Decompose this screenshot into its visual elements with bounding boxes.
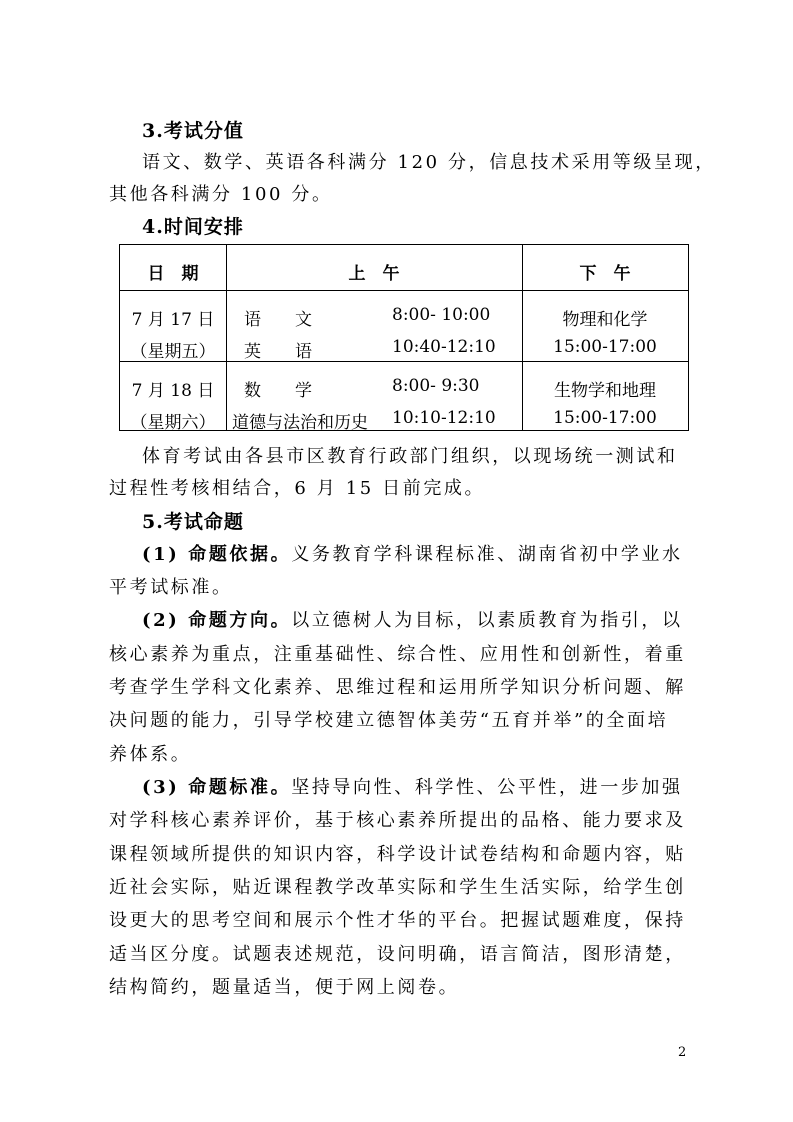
paragraph-3-label: (3) 命题标准。 [142,777,292,798]
paragraph-3-line: 对学科核心素养评价，基于核心素养所提出的品格、能力要求及 [109,810,686,831]
paragraph-3-line: 近社会实际，贴近课程教学改革实际和学生生活实际，给学生创 [109,877,686,898]
table-cell-time: 8:00- 9:30 [392,376,480,396]
table-cell-subject: 道德与法治和历史 [232,413,368,433]
table-cell-afternoon-subject: 物理和化学 [562,310,648,330]
paragraph-3-text: 坚持导向性、科学性、公平性，进一步加强 [291,777,683,798]
table-cell-subject: 语 文 [244,310,312,330]
page-number: 2 [678,1045,687,1060]
paragraph-2-line: 核心素养为重点，注重基础性、综合性、应用性和创新性，着重 [109,644,686,665]
section4-note-line2: 过程性考核相结合，6 月 15 日前完成。 [109,478,486,499]
paragraph-1-line: 平考试标准。 [109,577,233,598]
section3-line1: 语文、数学、英语各科满分 120 分，信息技术采用等级呈现， [142,152,716,173]
table-cell-afternoon-time: 15:00-17:00 [553,337,657,357]
paragraph-3-line [142,773,699,799]
table-header-morning: 上 午 [348,264,400,284]
table-cell-time: 10:40-12:10 [392,337,496,357]
paragraph-2-label: (2) 命题方向。 [142,610,292,631]
paragraph-3-line: 适当区分度。试题表述规范，设问明确，语言简洁，图形清楚， [109,944,686,965]
paragraph-1-text: 义务教育学科课程标准、湖南省初中学业水 [291,544,683,565]
paragraph-2-line: 养体系。 [109,744,192,765]
section4-note-line1: 体育考试由各县市区教育行政部门组织，以现场统一测试和 [142,446,678,467]
paragraph-1-line [142,540,699,566]
paragraph-2-line: 决问题的能力，引导学校建立德智体美劳“五育并举”的全面培 [109,710,669,731]
section4-heading: 4.时间安排 [142,216,244,238]
table-cell-afternoon-time: 15:00-17:00 [553,408,657,428]
table-cell-date: 7 月 17 日 [131,310,215,330]
paragraph-3-line: 结构简约，题量适当，便于网上阅卷。 [109,977,460,998]
table-cell-afternoon-subject: 生物学和地理 [554,381,656,401]
table-cell-weekday: （星期五） [130,342,216,362]
table-cell-time: 10:10-12:10 [392,408,496,428]
table-cell-subject: 英 语 [244,342,312,362]
paragraph-2-line [142,606,699,632]
paragraph-2-text: 以立德树人为目标，以素质教育为指引，以 [291,610,683,631]
table-cell-date: 7 月 18 日 [131,381,215,401]
paragraph-3-line: 课程领域所提供的知识内容，科学设计试卷结构和命题内容，贴 [109,844,686,865]
table-header-afternoon: 下 午 [579,264,631,284]
paragraph-3-line: 设更大的思考空间和展示个性才华的平台。把握试题难度，保持 [109,910,686,931]
table-divider [120,290,688,291]
paragraph-2-line: 考查学生学科文化素养、思维过程和运用所学知识分析问题、解 [109,677,686,698]
table-header-date: 日 期 [147,264,199,284]
section3-line2: 其他各科满分 100 分。 [109,184,333,205]
table-cell-subject: 数 学 [244,381,312,401]
table-cell-time: 8:00- 10:00 [392,305,491,325]
table-cell-weekday: （星期六） [130,413,216,433]
section3-heading: 3.考试分值 [142,120,244,142]
paragraph-1-label: (1) 命题依据。 [142,544,292,565]
schedule-table [119,244,689,431]
section5-heading: 5.考试命题 [142,511,244,533]
